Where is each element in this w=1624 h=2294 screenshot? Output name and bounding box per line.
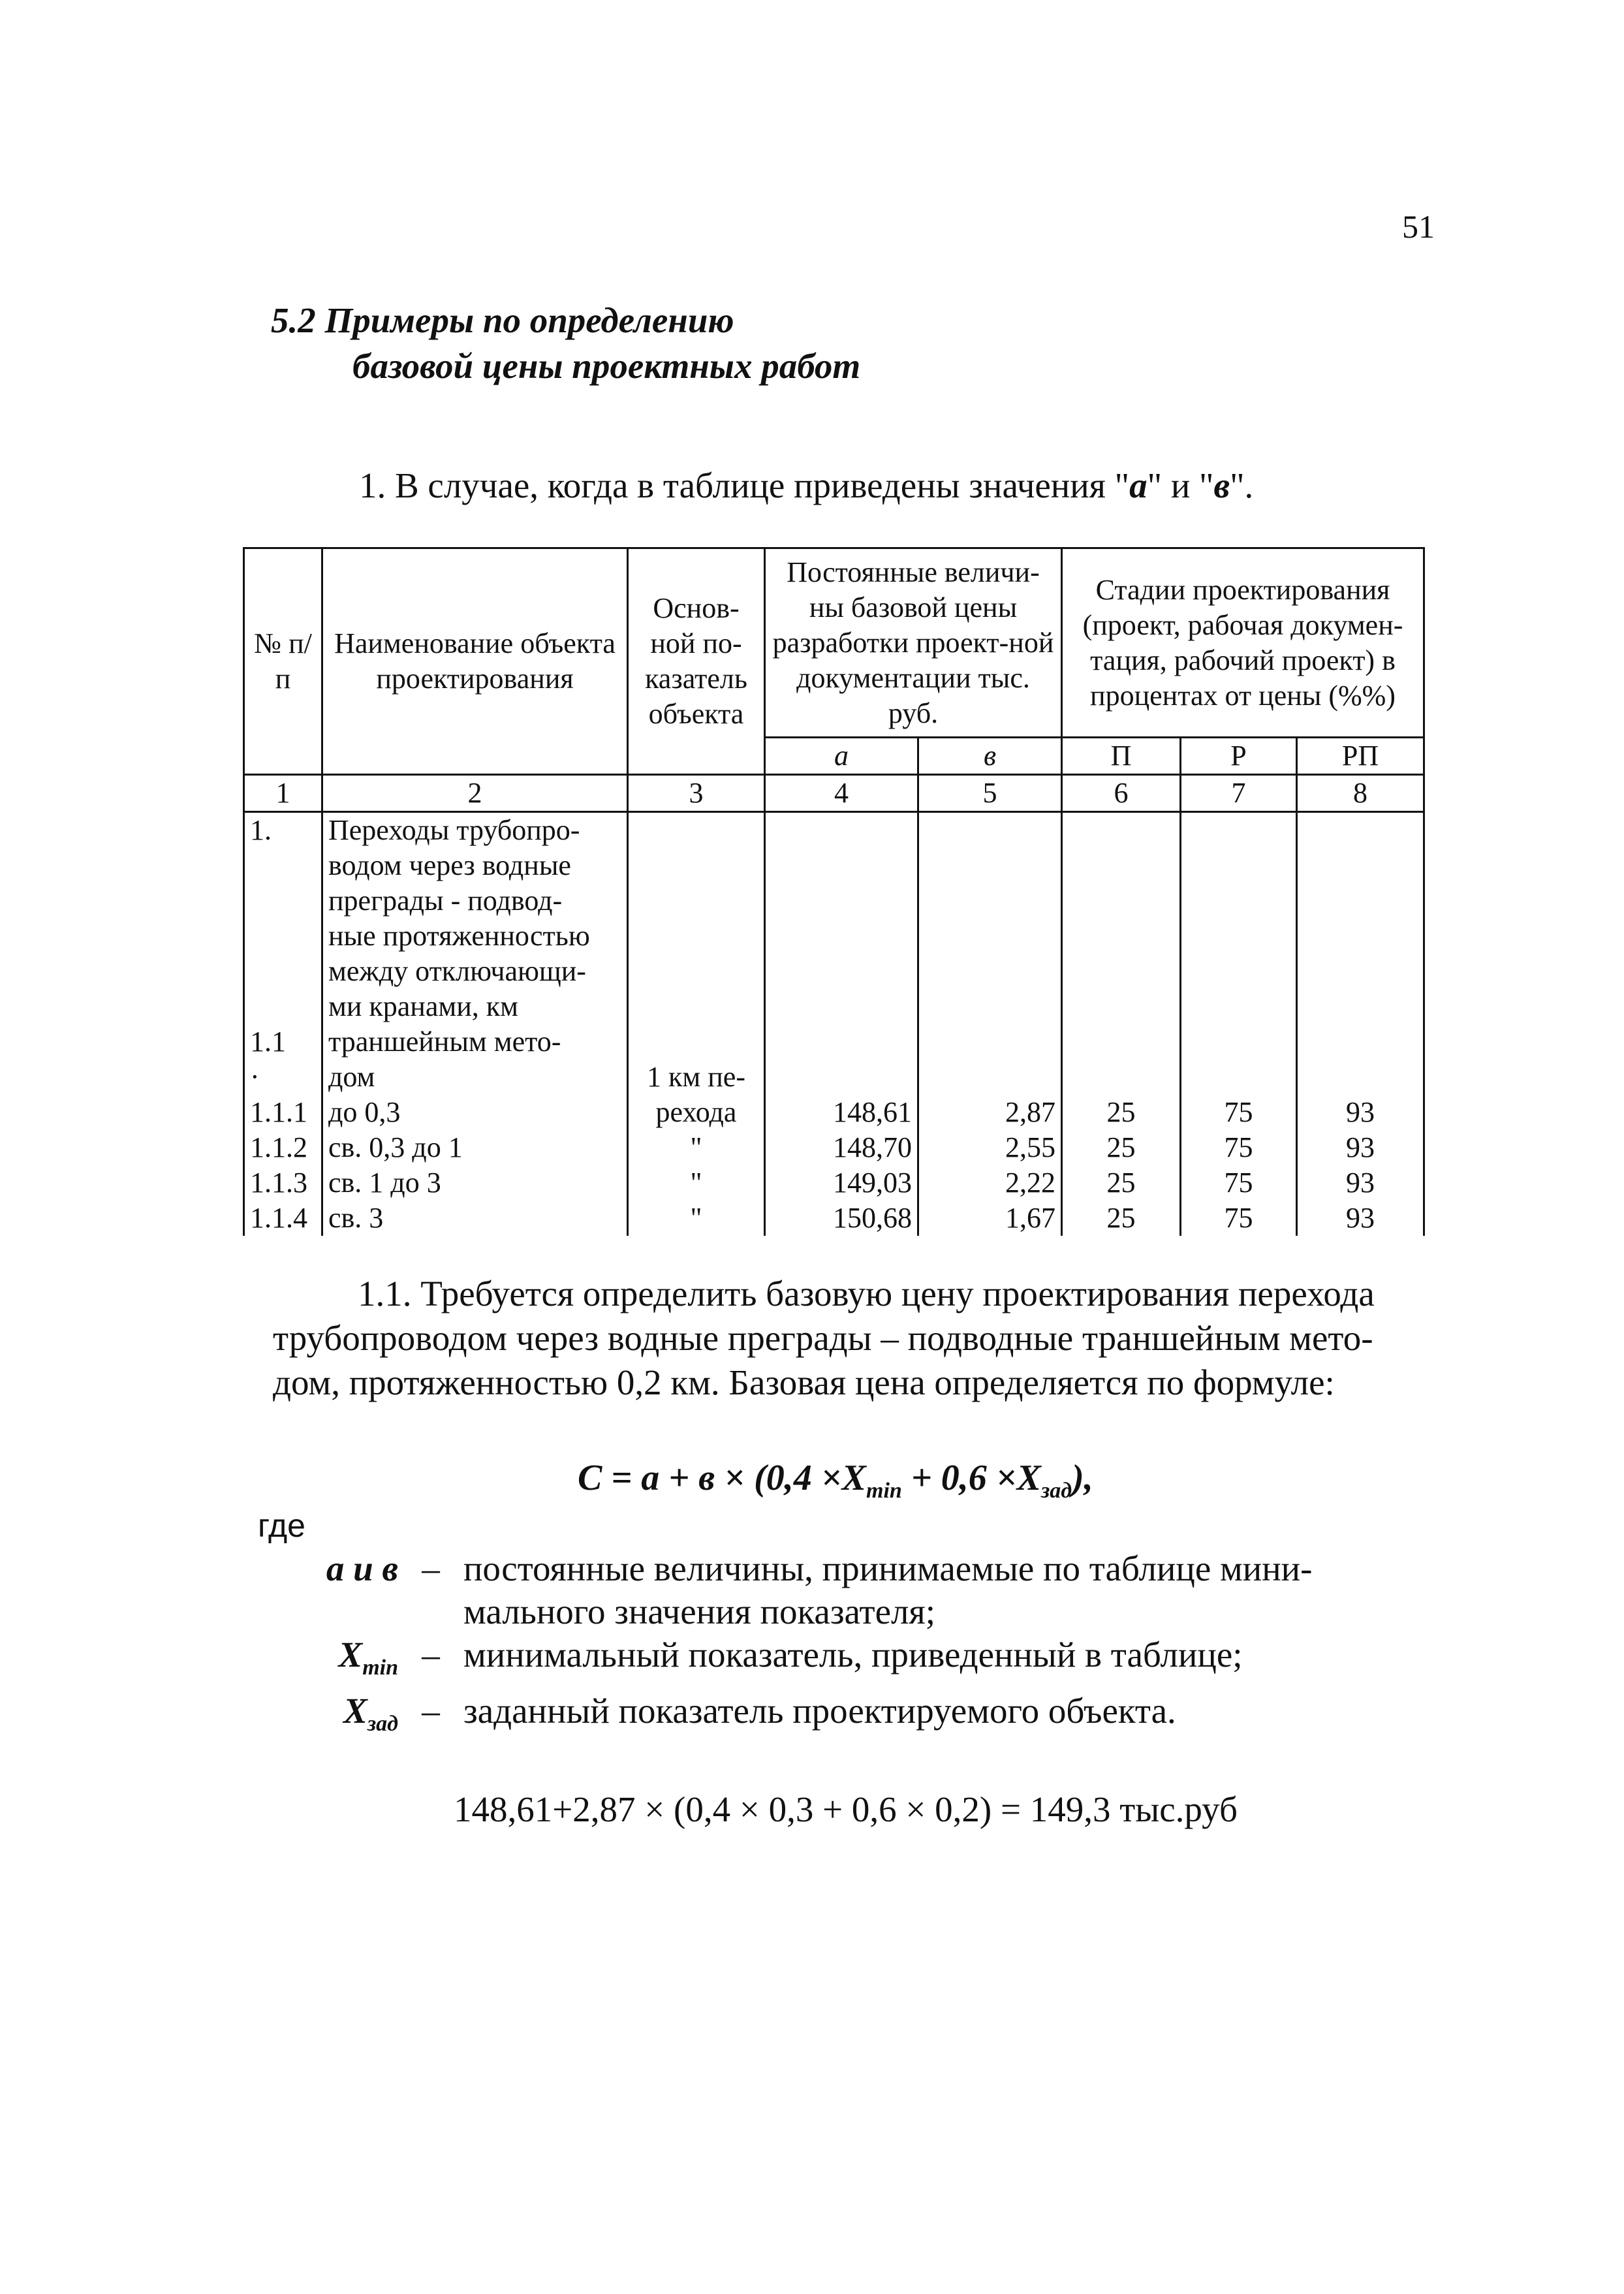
table-cell [771,1024,912,1060]
col-number: 1 [244,775,322,812]
symbol-text: X [343,1691,367,1731]
table-cell [1068,1024,1174,1060]
header-constants [765,548,1062,738]
table-cell: 148,61 [833,1096,912,1128]
table-cell [1303,919,1418,954]
table-cell [924,919,1055,954]
table-cell [634,1024,758,1060]
formula-part: + 0,6 ×X [901,1458,1041,1498]
table-cell: 75 [1224,1096,1253,1128]
where-label: где [258,1507,305,1544]
table-cell [771,883,912,919]
header-b: в [918,738,1062,775]
table-cell: водом через водные [328,849,571,881]
col-number: 3 [628,775,765,812]
table-cell [634,848,758,883]
table-cell: 1.1 [250,1026,286,1058]
header-rp: РП [1297,738,1424,775]
table-cell: 2,87 [1005,1096,1055,1128]
table-cell [1303,1024,1418,1060]
table-cell: 149,03 [833,1167,912,1199]
intro-symbol-a: а [1129,465,1148,505]
table-cell [634,919,758,954]
definition-symbol [248,1689,398,1746]
intro-text-start: 1. В случае, когда в таблице приведены значения " [359,465,1130,505]
header-a: а [765,738,918,775]
definition-text: заданный показатель проектируемого объекта. [463,1691,1176,1731]
column-number-row [244,775,1424,812]
symbol-sub: зад [367,1712,398,1736]
header-name-text: Наименование объекта проектирования [334,627,616,695]
table-cell: 93 [1346,1202,1375,1234]
table-cell [771,1060,912,1095]
table-cell [1068,954,1174,989]
column-p-values [1062,812,1181,1236]
table-cell: 25 [1106,1096,1136,1128]
price-formula [578,1457,1093,1503]
definition-item [248,1689,1345,1746]
table-cell: между отключающи- [328,955,586,987]
paragraph-line: трубопроводом через водные преграды – подводные траншейным мето- [273,1318,1373,1358]
definition-item [248,1547,1345,1633]
table-cell [924,848,1055,883]
column-rp-values [1297,812,1424,1236]
table-cell: рехода [655,1096,737,1128]
column-b-values [918,812,1062,1236]
table-cell [250,989,316,1024]
table-cell: 75 [1224,1131,1253,1163]
col-number: 2 [322,775,628,812]
column-name-values [322,812,628,1236]
explanation-paragraph [273,1272,1375,1405]
table-cell: 1. [250,814,272,846]
table-cell [1187,989,1290,1024]
table-cell: св. 0,3 до 1 [328,1131,463,1163]
table-cell: ные протяженностью [328,920,590,952]
table-cell: 2,55 [1005,1131,1055,1163]
table-cell [1187,1024,1290,1060]
col-number: 8 [1297,775,1424,812]
col-number: 5 [918,775,1062,812]
table-cell [1303,848,1418,883]
section-title-line1: 5.2 Примеры по определению [271,300,734,340]
table-cell [771,848,912,883]
table-cell [771,813,912,848]
table-cell [634,954,758,989]
table-cell [924,1060,1055,1095]
table-cell: траншейным мето- [328,1026,561,1058]
col-number: 7 [1181,775,1297,812]
section-title-line2: базовой цены проектных работ [352,346,861,386]
table-cell [1068,989,1174,1024]
table-cell: 93 [1346,1167,1375,1199]
definition-item [248,1633,1345,1689]
column-indicator-values [628,812,765,1236]
definition-dash: – [422,1548,440,1588]
table-cell: 75 [1224,1202,1253,1234]
formula-part: С = а + в × (0,4 ×X [578,1458,867,1498]
paragraph-line: дом, протяженностью 0,2 км. Базовая цена определяется по формуле: [273,1362,1335,1402]
table-cell: " [690,1167,702,1199]
symbol-text: X [338,1635,363,1674]
table-cell [634,813,758,848]
table-cell: 148,70 [833,1131,912,1163]
formula-sub: зад [1041,1479,1072,1503]
calculation-result: 148,61+2,87 × (0,4 × 0,3 + 0,6 × 0,2) = 149,3 тыс.руб [454,1789,1238,1829]
intro-text [359,465,1253,506]
definition-symbol [248,1633,398,1689]
table-cell [1187,813,1290,848]
table-cell [634,883,758,919]
header-constants-text: Постоянные величи-ны базовой цены разработки проект-ной документации тыс. руб. [772,556,1054,729]
table-cell [1303,883,1418,919]
price-table [243,547,1425,1236]
section-title [271,298,860,389]
table-cell [1187,883,1290,919]
table-cell [634,989,758,1024]
table-cell: ми кранами, км [328,990,518,1022]
table-cell [1068,919,1174,954]
table-cell: 1.1.4 [250,1202,307,1234]
table-cell [1068,848,1174,883]
table-cell: 25 [1106,1202,1136,1234]
column-r-values [1181,812,1297,1236]
table-cell: 93 [1346,1131,1375,1163]
symbol-sub: min [362,1656,398,1680]
table-cell [1187,848,1290,883]
header-stages-text: Стадии проектирования (проект, рабочая докумен-тация, рабочий проект) в процентах от цены (%%) [1082,573,1403,712]
table-cell [1068,883,1174,919]
formula-part: ), [1072,1458,1093,1498]
table-cell: 25 [1106,1131,1136,1163]
table-cell [1303,989,1418,1024]
table-cell: 25 [1106,1167,1136,1199]
header-name [322,548,628,775]
header-num-text: № п/п [254,627,312,695]
table-cell: 75 [1224,1167,1253,1199]
paragraph-line: 1.1. Требуется определить базовую цену проектирования перехода [358,1274,1375,1313]
table-cell: 150,68 [833,1202,912,1234]
table-cell [924,1024,1055,1060]
table-cell: до 0,3 [328,1096,401,1128]
column-a-values [765,812,918,1236]
table-cell: св. 3 [328,1202,384,1234]
intro-text-mid: " и " [1147,465,1214,505]
table-cell: преграды - подвод- [328,885,563,917]
table-cell: 1.1.3 [250,1167,307,1199]
table-cell [250,919,316,954]
formula-sub: min [866,1479,902,1503]
table-cell: " [690,1131,702,1163]
table-cell [1303,813,1418,848]
table-cell [771,954,912,989]
table-cell [1187,919,1290,954]
header-indicator [628,548,765,775]
definitions-list [248,1547,1345,1746]
table-cell [1187,1060,1290,1095]
definition-symbol [248,1547,398,1633]
header-stages [1062,548,1424,738]
table-cell [1068,813,1174,848]
header-r: Р [1181,738,1297,775]
table-cell: 2,22 [1005,1167,1055,1199]
table-cell [924,813,1055,848]
col-number: 6 [1062,775,1181,812]
table-cell [1303,954,1418,989]
table-cell [250,883,316,919]
table-cell: 1 км пе- [647,1061,745,1093]
table-cell [1303,1060,1418,1095]
header-indicator-text: Основ-ной по-казатель объекта [645,592,747,730]
table-cell [250,848,316,883]
table-cell: " [690,1202,702,1234]
header-num [244,548,322,775]
table-cell [924,883,1055,919]
definition-dash: – [422,1635,440,1674]
definition-text: минимальный показатель, приведенный в таблице; [463,1635,1243,1674]
table-cell: 1.1.1 [250,1096,307,1128]
table-cell [924,989,1055,1024]
col-number: 4 [765,775,918,812]
table-cell [771,989,912,1024]
table-cell [250,954,316,989]
definition-text: постоянные величины, принимаемые по таблице мини-мального значения показателя; [463,1548,1313,1631]
table-cell: св. 1 до 3 [328,1167,441,1199]
table-cell: дом [328,1061,375,1093]
table-cell: 93 [1346,1096,1375,1128]
intro-text-end: ". [1230,465,1254,505]
table-cell [1068,1060,1174,1095]
column-num-values [244,812,322,1236]
definition-dash: – [422,1691,440,1731]
header-p: П [1062,738,1181,775]
table-cell [771,919,912,954]
symbol-text: а и в [326,1548,398,1588]
table-cell [1187,954,1290,989]
table-cell [924,954,1055,989]
table-cell: Переходы трубопро- [328,814,580,846]
page-number: 51 [1402,208,1435,245]
table-cell: 1,67 [1005,1202,1055,1234]
table-cell: · [250,1061,260,1093]
table-cell: 1.1.2 [250,1131,307,1163]
intro-symbol-b: в [1213,465,1230,505]
